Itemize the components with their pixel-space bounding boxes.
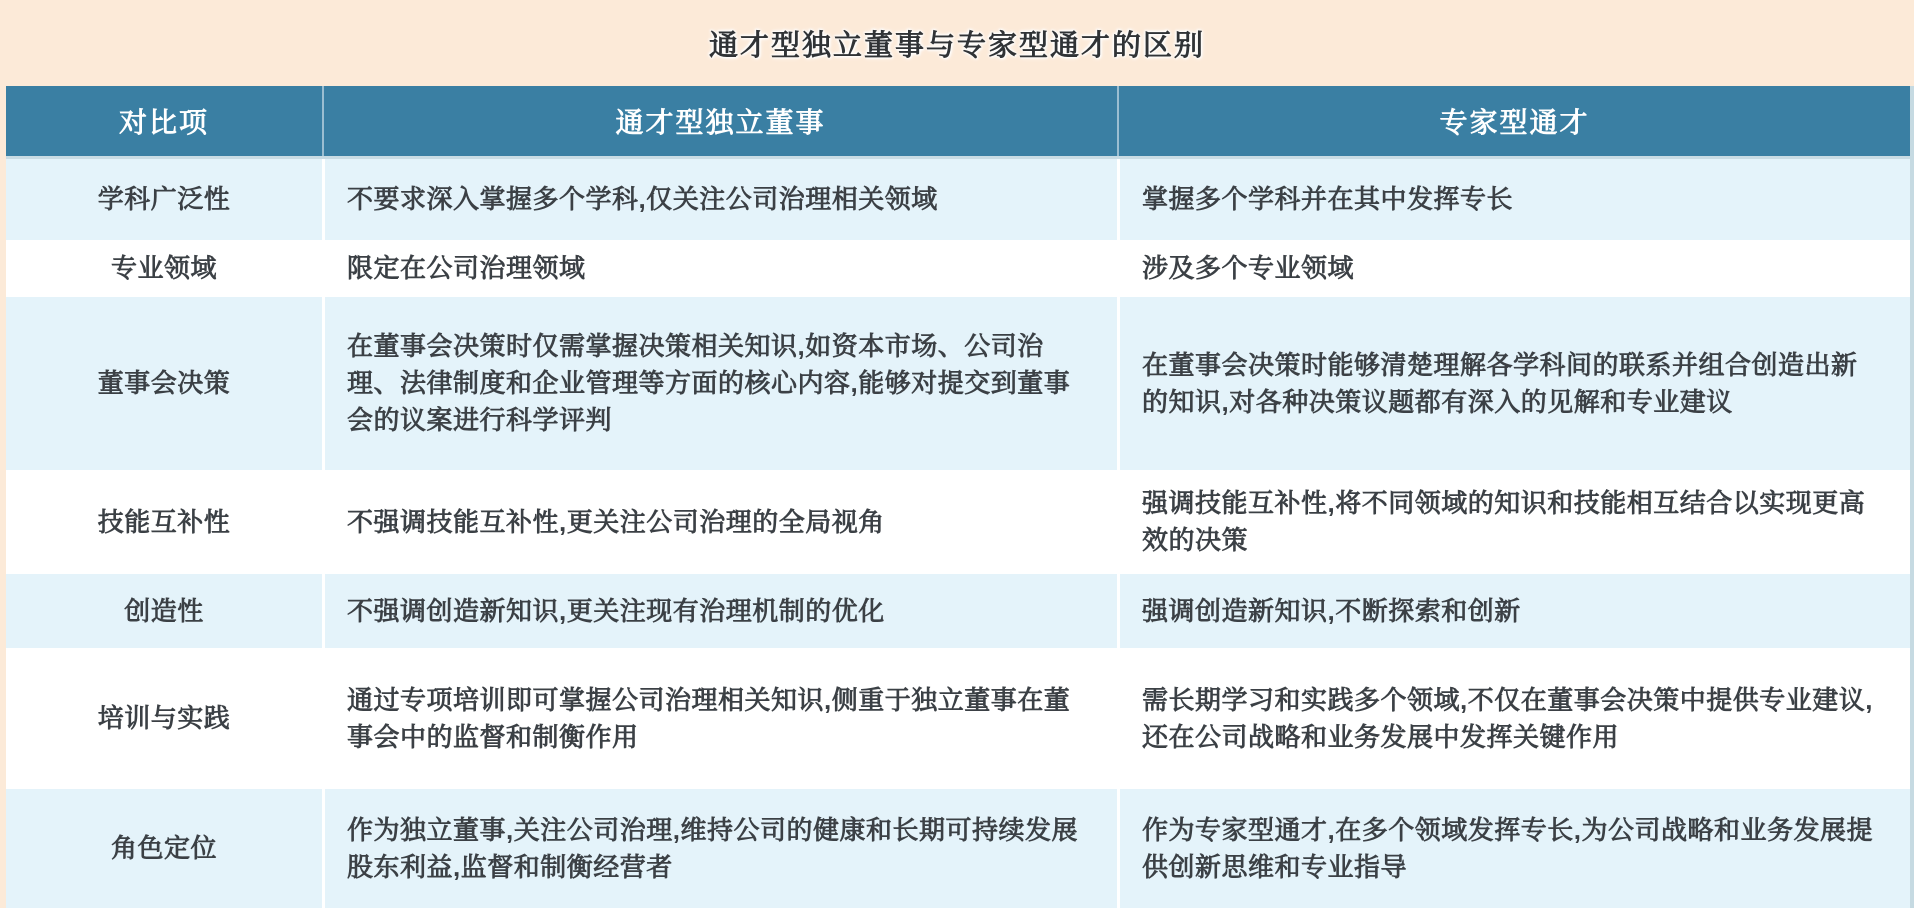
cell-label: 专业领域 [110,253,217,283]
page-title: 通才型独立董事与专家型通才的区别 [708,29,1205,62]
cell-generalist-director: 在董事会决策时仅需掌握决策相关知识,如资本市场、公司治理、法律制度和企业管理等方面的核心内容,能够对提交到董事会的议案进行科学评判 [322,297,1117,470]
table-row [6,159,1910,240]
cell-label: 技能互补性 [97,506,231,537]
cell-expert-generalist: 强调技能互补性,将不同领域的知识和技能相互结合以实现更高效的决策 [1117,470,1910,574]
table-row [6,470,1910,574]
table-row [6,789,1910,908]
cell-generalist-director: 不强调创造新知识,更关注现有治理机制的优化 [322,574,1117,648]
table-row [6,574,1910,648]
cell-label: 董事会决策 [97,368,231,398]
table-body [6,159,1910,908]
table-row [6,648,1910,789]
cell-expert-generalist: 在董事会决策时能够清楚理解各学科间的联系并组合创造出新的知识,对各种决策议题都有深入的见解和专业建议 [1117,297,1910,470]
cell-expert-generalist: 作为专家型通才,在多个领域发挥专长,为公司战略和业务发展提供创新思维和专业指导 [1117,789,1910,908]
table-row [6,297,1910,470]
cell-generalist-director: 不要求深入掌握多个学科,仅关注公司治理相关领域 [322,159,1117,240]
comparison-table [6,86,1914,908]
title-bar [0,0,1914,86]
cell-generalist-director: 不强调技能互补性,更关注公司治理的全局视角 [322,470,1117,574]
cell-generalist-director: 作为独立董事,关注公司治理,维持公司的健康和长期可持续发展股东利益,监督和制衡经营者 [322,789,1117,908]
cell-label: 角色定位 [110,833,217,863]
cell-generalist-director: 限定在公司治理领域 [322,240,1117,297]
table-header-row [6,86,1910,159]
cell-expert-generalist: 需长期学习和实践多个领域,不仅在董事会决策中提供专业建议,还在公司战略和业务发展中发挥关键作用 [1117,648,1910,789]
header-cell-compare-item: 对比项 [118,107,209,138]
cell-label: 创造性 [124,595,204,626]
cell-label: 培训与实践 [97,703,231,733]
cell-generalist-director: 通过专项培训即可掌握公司治理相关知识,侧重于独立董事在董事会中的监督和制衡作用 [322,648,1117,789]
header-cell-expert-generalist: 专家型通才 [1117,86,1910,156]
cell-expert-generalist: 涉及多个专业领域 [1117,240,1910,297]
cell-label: 学科广泛性 [97,184,231,214]
header-cell-generalist-director: 通才型独立董事 [322,86,1117,156]
table-row [6,240,1910,297]
cell-expert-generalist: 强调创造新知识,不断探索和创新 [1117,574,1910,648]
cell-expert-generalist: 掌握多个学科并在其中发挥专长 [1117,159,1910,240]
